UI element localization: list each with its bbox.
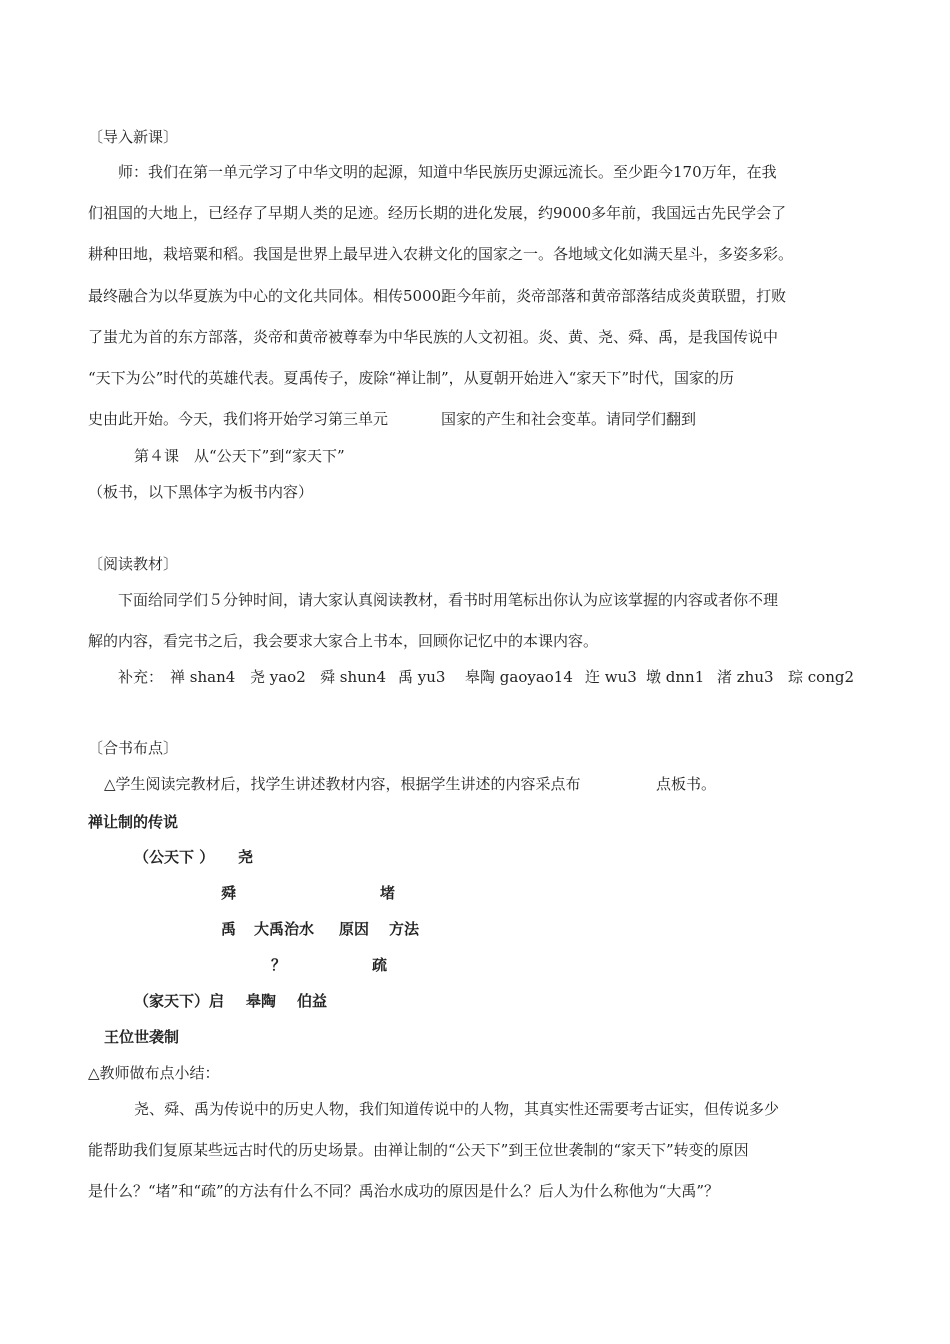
pinyin-dun: 墩 dnn1 [646, 668, 705, 686]
board-gong: （公天下 ） [134, 848, 215, 866]
pinyin-gaoyao: 皋陶 gaoyao14 [465, 668, 573, 686]
board-boyi: 伯益 [297, 992, 328, 1010]
intro-line-6: “天下为公”时代的英雄代表。夏禹传子，废除“禅让制”，从夏朝开始进入“家天下”时代，国家的历 [88, 369, 735, 387]
board-yu: 禹 [221, 920, 237, 938]
reading-line-1: 下面给同学们５分钟时间，请大家认真阅读教材，看书时用笔标出你认为应该掌握的内容或者你不理 [118, 591, 779, 609]
board-fangfa: 方法 [389, 920, 420, 938]
teacher-heading: △教师做布点小结： [88, 1064, 220, 1082]
teacher-line-3: 是什么？“堵”和“疏”的方法有什么不同？禹治水成功的原因是什么？后人为什么称他为“大禹”？ [88, 1182, 720, 1200]
pinyin-shun: 舜 shun4 [320, 668, 386, 686]
board-jia: （家天下）启 [134, 992, 225, 1010]
pinyin-zhu: 渚 zhu3 [717, 668, 774, 686]
intro-line-3: 耕种田地，栽培粟和稻。我国是世界上最早进入农耕文化的国家之一。各地域文化如满天星斗，多姿多彩。 [88, 245, 794, 263]
intro-line-2: 们祖国的大地上，已经存了早期人类的足迹。经历长期的进化发展，约9000多年前，我国远古先民学会了 [88, 204, 787, 222]
teacher-line-1: 尧、舜、禹为传说中的历史人物，我们知道传说中的人物，其真实性还需要考古证实，但传说多少 [134, 1100, 780, 1118]
supplement-label: 补充： [118, 668, 164, 686]
board-shu: 疏 [372, 956, 388, 974]
lesson-title: 第４课 从“公天下”到“家天下” [134, 447, 345, 465]
pinyin-wu: 迕 wu3 [585, 668, 637, 686]
board-shun: 舜 [221, 884, 237, 902]
board-gaoyao: 皋陶 [246, 992, 277, 1010]
board-wangwei: 王位世袭制 [104, 1028, 180, 1046]
board-yao: 尧 [238, 848, 254, 866]
intro-line-5: 了蚩尤为首的东方部落，炎帝和黄帝被尊奉为中华民族的人文初祖。炎、黄、尧、舜、禹，是我国传说中 [88, 328, 779, 346]
board-note: （板书，以下黑体字为板书内容） [88, 483, 314, 501]
summary-instruction-b: 点板书。 [656, 775, 717, 793]
intro-heading: 〔导入新课〕 [88, 128, 179, 146]
intro-line-7b: 国家的产生和社会变革。请同学们翻到 [441, 410, 697, 428]
intro-line-4: 最终融合为以华夏族为中心的文化共同体。相传5000距今年前，炎帝部落和黄帝部落结成炎黄联盟，打败 [88, 287, 787, 305]
pinyin-yao: 尧 yao2 [250, 668, 306, 686]
reading-line-2: 解的内容，看完书之后，我会要求大家合上书本，回顾你记忆中的本课内容。 [88, 632, 599, 650]
summary-instruction-a: △学生阅读完教材后，找学生讲述教材内容，根据学生讲述的内容采点布 [104, 775, 581, 793]
board-title: 禅让制的传说 [88, 813, 179, 831]
board-du: 堵 [380, 884, 396, 902]
board-yuanyin: 原因 [339, 920, 370, 938]
summary-heading: 〔合书布点〕 [88, 739, 179, 757]
intro-line-1: 师：我们在第一单元学习了中华文明的起源，知道中华民族历史源远流长。至少距今170万年，在我 [118, 163, 777, 181]
reading-heading: 〔阅读教材〕 [88, 555, 179, 573]
pinyin-yu: 禹 yu3 [398, 668, 446, 686]
board-question: ？ [271, 956, 287, 974]
board-dayu: 大禹治水 [254, 920, 315, 938]
pinyin-shan: 禅 shan4 [170, 668, 236, 686]
teacher-line-2: 能帮助我们复原某些远古时代的历史场景。由禅让制的“公天下”到王位世袭制的“家天下”转变的原因 [88, 1141, 749, 1159]
pinyin-cong: 琮 cong2 [788, 668, 855, 686]
intro-line-7a: 史由此开始。今天，我们将开始学习第三单元 [88, 410, 389, 428]
